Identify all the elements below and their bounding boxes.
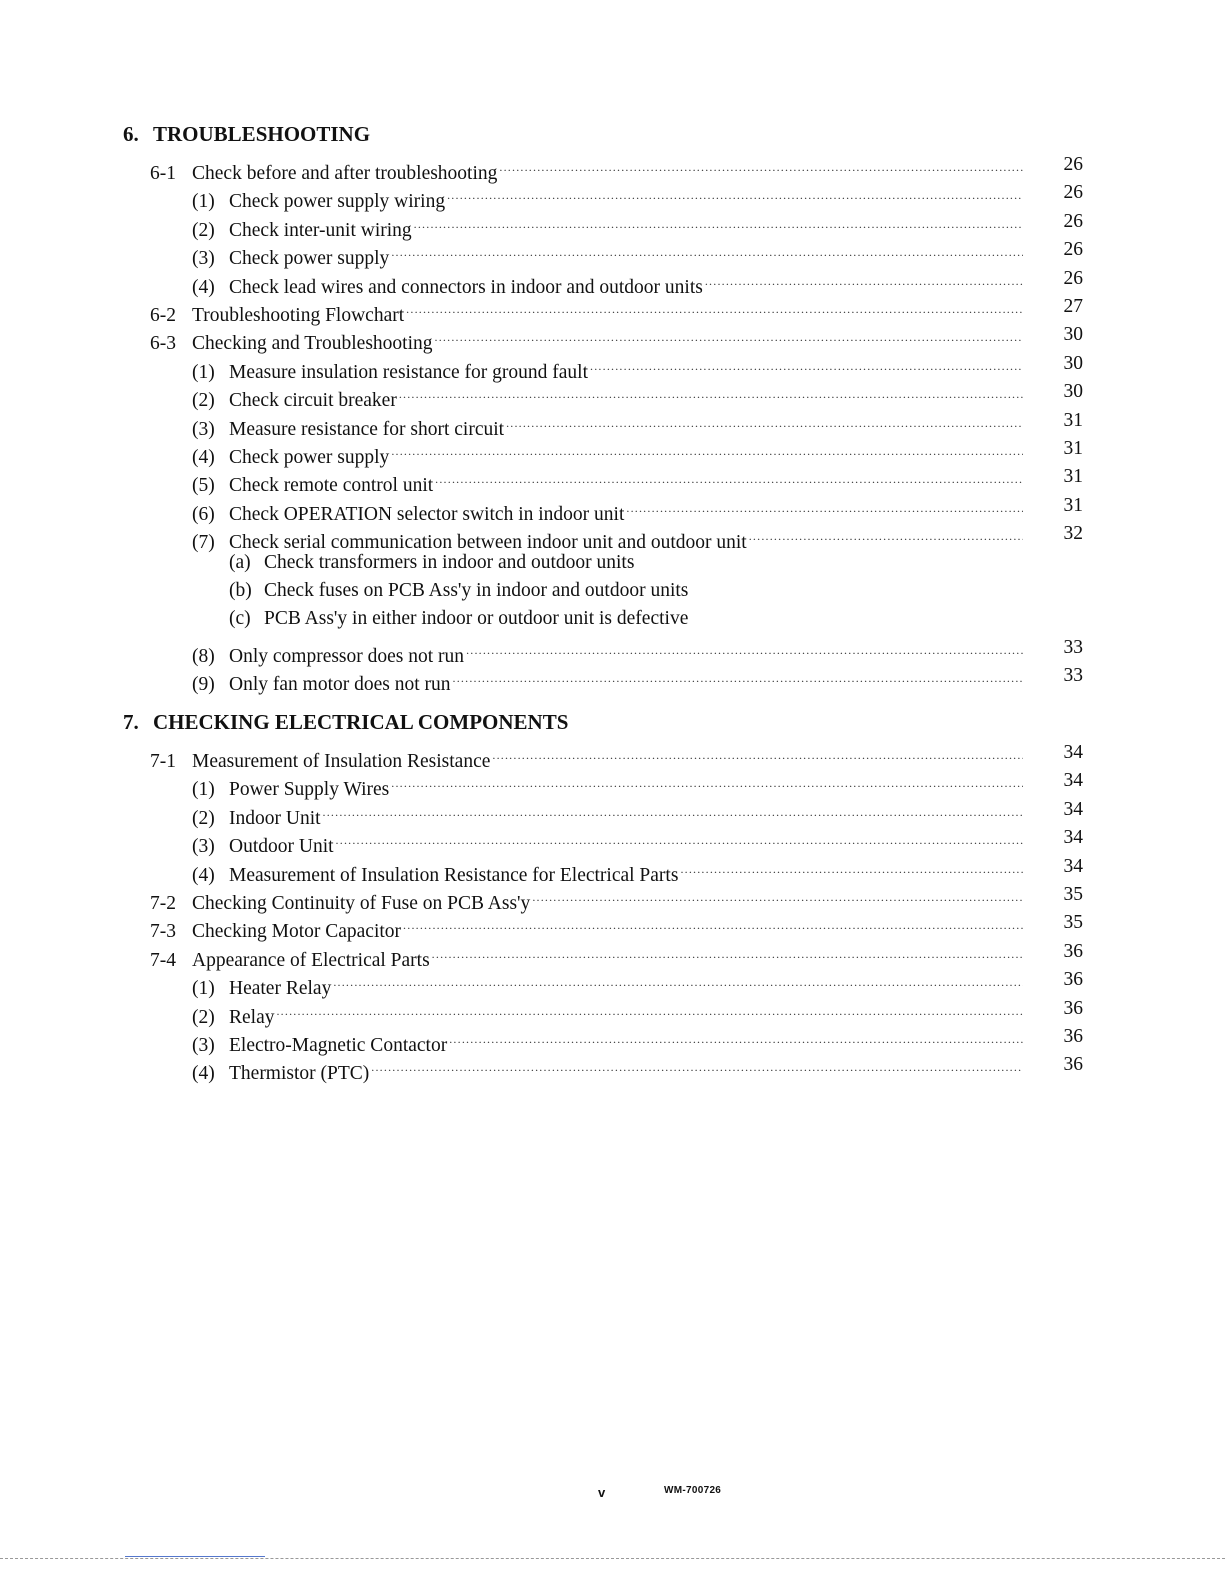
toc-entry-number: (3) [192, 418, 215, 440]
toc-entry-title: Check power supply [229, 248, 390, 270]
dot-leader [336, 824, 1023, 852]
dot-leader [406, 293, 1023, 321]
dot-leader [749, 520, 1023, 548]
dot-leader [499, 151, 1023, 179]
toc-page-number: 30 [1063, 381, 1083, 403]
toc-entry[interactable] [150, 739, 1025, 772]
dot-leader [705, 265, 1023, 293]
footer-page-numeral: v [598, 1485, 606, 1500]
toc-page-number: 36 [1063, 969, 1083, 991]
toc-page-number: 35 [1063, 884, 1083, 905]
bottom-underline [125, 1556, 265, 1557]
section-title: CHECKING ELECTRICAL COMPONENTS [153, 710, 569, 734]
toc-entry-number: 7-4 [150, 949, 176, 971]
toc-page-number: 36 [1063, 1026, 1083, 1047]
toc-entry-number: (2) [192, 390, 215, 412]
toc-page-number: 26 [1063, 267, 1083, 289]
toc-entry-number: (c) [229, 608, 251, 630]
toc-entry-title: Check OPERATION selector switch in indoor unit [229, 503, 625, 525]
toc-entry-number: 7-3 [150, 921, 176, 943]
toc-entry[interactable] [192, 179, 1025, 213]
toc-page-number: 32 [1063, 523, 1083, 545]
toc-page-number: 31 [1063, 466, 1083, 488]
toc-entry-number: (2) [192, 807, 215, 829]
dot-leader [435, 321, 1023, 349]
toc-entry[interactable] [192, 378, 1025, 412]
toc-entry-title: Relay [229, 1006, 275, 1028]
dot-leader [414, 208, 1023, 236]
toc-entry[interactable] [192, 824, 1025, 858]
toc-entry-title: Measurement of Insulation Resistance [192, 751, 491, 772]
toc-page-number: 34 [1063, 742, 1083, 763]
toc-page-number: 33 [1063, 665, 1083, 687]
toc-entry-title: Check power supply wiring [229, 191, 446, 213]
toc-entry[interactable] [192, 208, 1025, 241]
toc-entry-number: (b) [229, 580, 252, 601]
toc-entry-number: 7-1 [150, 751, 176, 772]
dot-leader [680, 853, 1023, 881]
toc-page-number: 30 [1063, 352, 1083, 374]
toc-entry-number: (8) [192, 645, 215, 667]
toc-page-number: 36 [1063, 1054, 1083, 1076]
dot-leader [626, 492, 1023, 520]
toc-page-number: 35 [1063, 912, 1083, 934]
toc-entry-title: Checking Continuity of Fuse on PCB Ass'y [192, 893, 531, 914]
footer-document-code: WM-700726 [664, 1485, 722, 1496]
toc-entry-number: (4) [192, 1063, 215, 1085]
toc-page-number: 26 [1063, 210, 1083, 232]
toc-entry-number: (4) [192, 864, 215, 886]
toc-entry-title: Electro-Magnetic Contactor [229, 1035, 448, 1056]
toc-page-number: 26 [1063, 239, 1083, 261]
toc-entry[interactable] [192, 265, 1025, 298]
toc-entry-title: Indoor Unit [229, 807, 321, 829]
toc-entry-title: Check transformers in indoor and outdoor units [264, 551, 635, 573]
dot-leader [532, 881, 1023, 909]
toc-entry-number: (4) [192, 276, 215, 298]
toc-entry-title: Only fan motor does not run [229, 674, 451, 696]
toc-entry[interactable] [192, 463, 1025, 497]
toc-entry-number: (a) [229, 551, 251, 573]
toc-entry-title: Check serial communication between indoor unit and outdoor unit [229, 532, 747, 554]
section-heading [123, 710, 568, 735]
toc-entry-title: Checking and Troubleshooting [192, 333, 433, 355]
toc-entry[interactable] [150, 293, 1025, 326]
toc-entry-title: Measure resistance for short circuit [229, 418, 505, 440]
dot-leader [399, 378, 1023, 406]
toc-entry-number: (3) [192, 248, 215, 270]
dot-leader [435, 463, 1023, 491]
dot-leader [276, 995, 1023, 1023]
toc-entry-number: (2) [192, 219, 215, 241]
toc-entry-number: 6-2 [150, 305, 176, 326]
dot-leader [447, 179, 1023, 207]
toc-entry-number: (3) [192, 836, 215, 858]
toc-entry-number: 6-1 [150, 163, 176, 184]
toc-entry-number: (1) [192, 191, 215, 213]
toc-entry-title: Measurement of Insulation Resistance for Electrical Parts [229, 864, 679, 886]
bottom-divider [0, 1558, 1225, 1559]
toc-entry[interactable] [150, 881, 1025, 914]
toc-page-number: 34 [1063, 798, 1083, 820]
toc-page-number: 31 [1063, 494, 1083, 516]
dot-leader [391, 435, 1023, 463]
toc-page-number: 30 [1063, 324, 1083, 346]
dot-leader [432, 938, 1023, 966]
toc-entry[interactable] [192, 995, 1025, 1028]
toc-entry[interactable] [150, 938, 1025, 971]
toc-entry-number: (1) [192, 978, 215, 1000]
toc-page-number: 31 [1063, 438, 1083, 459]
toc-entry-number: (9) [192, 674, 215, 696]
toc-page-number: 34 [1063, 770, 1083, 792]
section-number: 7. [123, 710, 139, 734]
toc-entry-title: Check power supply [229, 447, 390, 468]
toc-entry-title: Appearance of Electrical Parts [192, 949, 430, 971]
dot-leader [449, 1023, 1023, 1051]
toc-entry-title: Troubleshooting Flowchart [192, 305, 405, 326]
toc-entry[interactable] [192, 966, 1025, 1000]
toc-page-number: 27 [1063, 296, 1083, 317]
toc-entry-number: (1) [192, 361, 215, 383]
toc-entry-number: (1) [192, 779, 215, 801]
toc-entry[interactable] [192, 236, 1025, 270]
toc-entry[interactable] [192, 662, 1025, 696]
dot-leader [466, 634, 1023, 662]
toc-page-number: 36 [1063, 940, 1083, 962]
toc-page-number: 31 [1063, 409, 1083, 431]
toc-entry-number: 6-3 [150, 333, 176, 355]
toc-entry-number: 7-2 [150, 893, 176, 914]
toc-entry-title: Measure insulation resistance for ground fault [229, 361, 589, 383]
toc-entry[interactable] [192, 634, 1025, 667]
toc-entry-title: Power Supply Wires [229, 779, 390, 801]
dot-leader [391, 767, 1023, 795]
toc-entry-number: (6) [192, 503, 215, 525]
dot-leader [323, 796, 1023, 824]
dot-leader [391, 236, 1023, 264]
toc-entry-title: PCB Ass'y in either indoor or outdoor unit is defective [264, 608, 689, 630]
section-number: 6. [123, 122, 139, 146]
toc-page-number: 34 [1063, 855, 1083, 877]
toc-entry[interactable] [229, 577, 1029, 605]
toc-entry-title: Checking Motor Capacitor [192, 921, 402, 943]
toc-entry-title: Check fuses on PCB Ass'y in indoor and outdoor units [264, 580, 689, 601]
toc-entry[interactable] [229, 549, 1029, 577]
toc-entry[interactable] [192, 435, 1025, 468]
toc-page-number: 26 [1063, 154, 1083, 175]
toc-entry[interactable] [150, 321, 1025, 355]
toc-entry[interactable] [192, 767, 1025, 801]
toc-entry[interactable] [150, 151, 1025, 184]
toc-entry[interactable] [192, 1051, 1025, 1085]
toc-entry[interactable] [192, 853, 1025, 886]
toc-entry-title: Thermistor (PTC) [229, 1063, 370, 1085]
toc-entry[interactable] [150, 909, 1025, 943]
toc-entry[interactable] [192, 492, 1025, 525]
dot-leader [492, 739, 1023, 767]
toc-entry-number: (5) [192, 475, 215, 497]
section-heading [123, 122, 370, 147]
section-title: TROUBLESHOOTING [153, 122, 371, 146]
toc-entry-number: (3) [192, 1035, 215, 1056]
toc-page-number: 36 [1063, 997, 1083, 1019]
dot-leader [590, 350, 1023, 378]
dot-leader [333, 966, 1023, 994]
toc-entry-title: Check lead wires and connectors in indoor and outdoor units [229, 276, 703, 298]
toc-entry[interactable] [192, 350, 1025, 383]
toc-page-number: 33 [1063, 636, 1083, 658]
toc-entry-title: Heater Relay [229, 978, 332, 1000]
toc-entry-title: Only compressor does not run [229, 645, 465, 667]
toc-entry[interactable] [192, 796, 1025, 829]
toc-entry-title: Outdoor Unit [229, 836, 334, 858]
dot-leader [453, 662, 1023, 690]
toc-entry[interactable] [192, 520, 1025, 554]
toc-entry-title: Check circuit breaker [229, 390, 397, 412]
toc-entry-title: Check inter-unit wiring [229, 219, 412, 241]
dot-leader [506, 407, 1023, 435]
toc-entry-number: (4) [192, 447, 215, 468]
toc-entry-number: (7) [192, 532, 215, 554]
toc-entry-title: Check before and after troubleshooting [192, 163, 498, 184]
toc-entry[interactable] [192, 407, 1025, 440]
dot-leader [371, 1051, 1023, 1079]
toc-entry[interactable] [229, 605, 1029, 633]
toc-page-number: 34 [1063, 827, 1083, 849]
toc-page-number: 26 [1063, 182, 1083, 204]
toc-entry-number: (2) [192, 1006, 215, 1028]
dot-leader [403, 909, 1023, 937]
toc-entry-title: Check remote control unit [229, 475, 434, 497]
toc-entry[interactable] [192, 1023, 1025, 1056]
